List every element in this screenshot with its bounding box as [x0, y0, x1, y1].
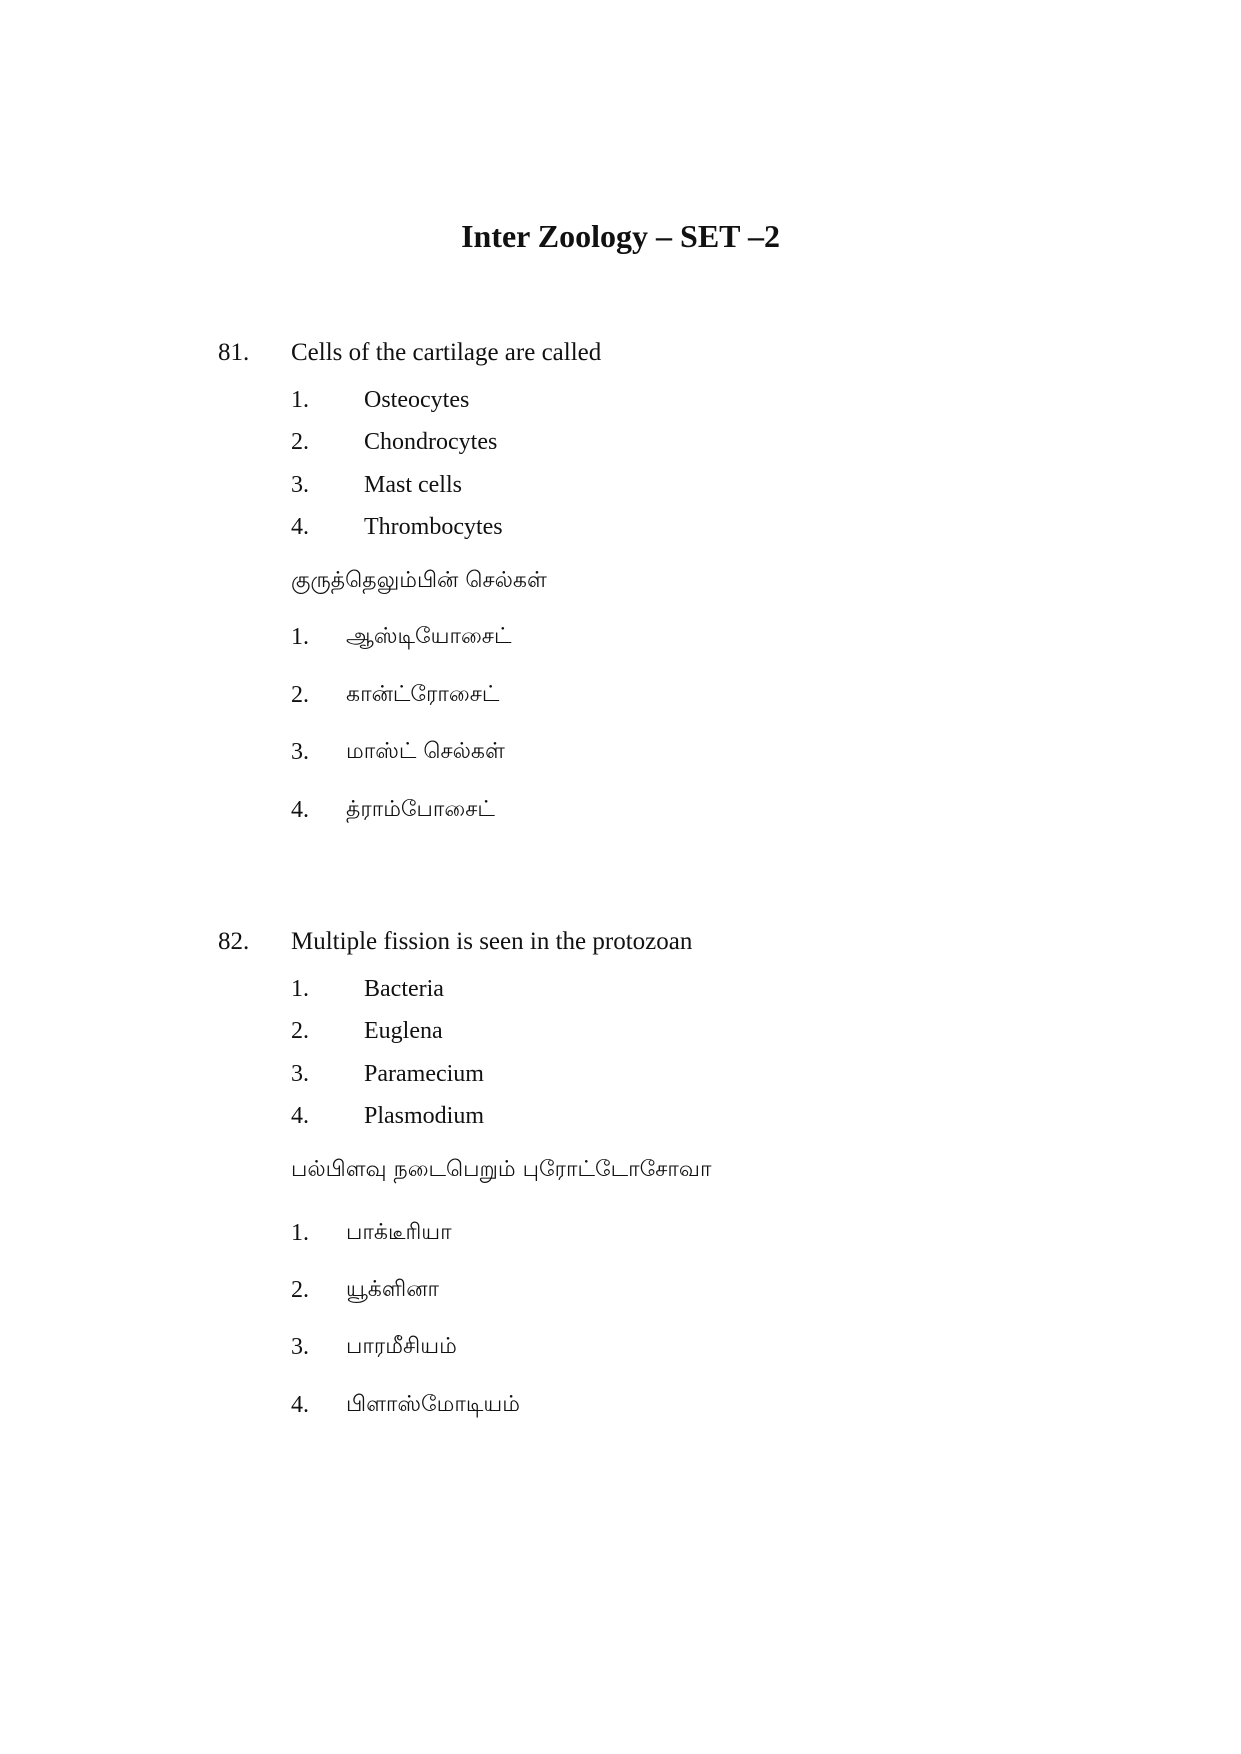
option-number: 4.: [291, 1103, 309, 1129]
option-text: Paramecium: [364, 1061, 484, 1087]
option-number: 2.: [291, 1277, 309, 1303]
question-stem: Multiple fission is seen in the protozoan: [291, 928, 693, 955]
option-number: 1.: [291, 976, 309, 1002]
question-stem-tamil: குருத்தெலும்பின் செல்கள்: [291, 568, 547, 593]
option-text: Bacteria: [364, 976, 444, 1002]
option-number: 4.: [291, 514, 309, 540]
page-title-text: Inter Zoology – SET –2: [461, 218, 780, 254]
option-text-tamil: ஆஸ்டியோசைட்: [346, 624, 512, 649]
option-text-tamil: பாரமீசியம்: [346, 1334, 457, 1359]
option-number: 2.: [291, 682, 309, 708]
option-text-tamil: யூக்ளினா: [346, 1277, 440, 1302]
option-text: Thrombocytes: [364, 514, 503, 540]
option-text: Chondrocytes: [364, 429, 498, 455]
option-number: 3.: [291, 472, 309, 498]
option-text-tamil: பிளாஸ்மோடியம்: [346, 1392, 520, 1417]
option-number: 1.: [291, 1220, 309, 1246]
option-number: 3.: [291, 1061, 309, 1087]
option-number: 2.: [291, 429, 309, 455]
option-number: 4.: [291, 1392, 309, 1418]
option-number: 3.: [291, 739, 309, 765]
option-number: 4.: [291, 797, 309, 823]
option-text: Plasmodium: [364, 1103, 485, 1129]
page-title: [0, 216, 1241, 256]
option-text-tamil: கான்ட்ரோசைட்: [346, 682, 500, 707]
question-number: 81.: [218, 339, 250, 366]
option-number: 3.: [291, 1334, 309, 1360]
option-text: Osteocytes: [364, 387, 470, 413]
option-text: Mast cells: [364, 472, 462, 498]
option-text-tamil: பாக்டீரியா: [346, 1220, 452, 1245]
option-number: 1.: [291, 624, 309, 650]
option-number: 2.: [291, 1018, 309, 1044]
question-stem-tamil: பல்பிளவு நடைபெறும் புரோட்டோசோவா: [291, 1157, 712, 1182]
option-text-tamil: த்ராம்போசைட்: [346, 797, 495, 822]
option-text-tamil: மாஸ்ட் செல்கள்: [346, 739, 505, 764]
option-text: Euglena: [364, 1018, 443, 1044]
question-stem: Cells of the cartilage are called: [291, 339, 602, 366]
question-number: 82.: [218, 928, 250, 955]
option-number: 1.: [291, 387, 309, 413]
